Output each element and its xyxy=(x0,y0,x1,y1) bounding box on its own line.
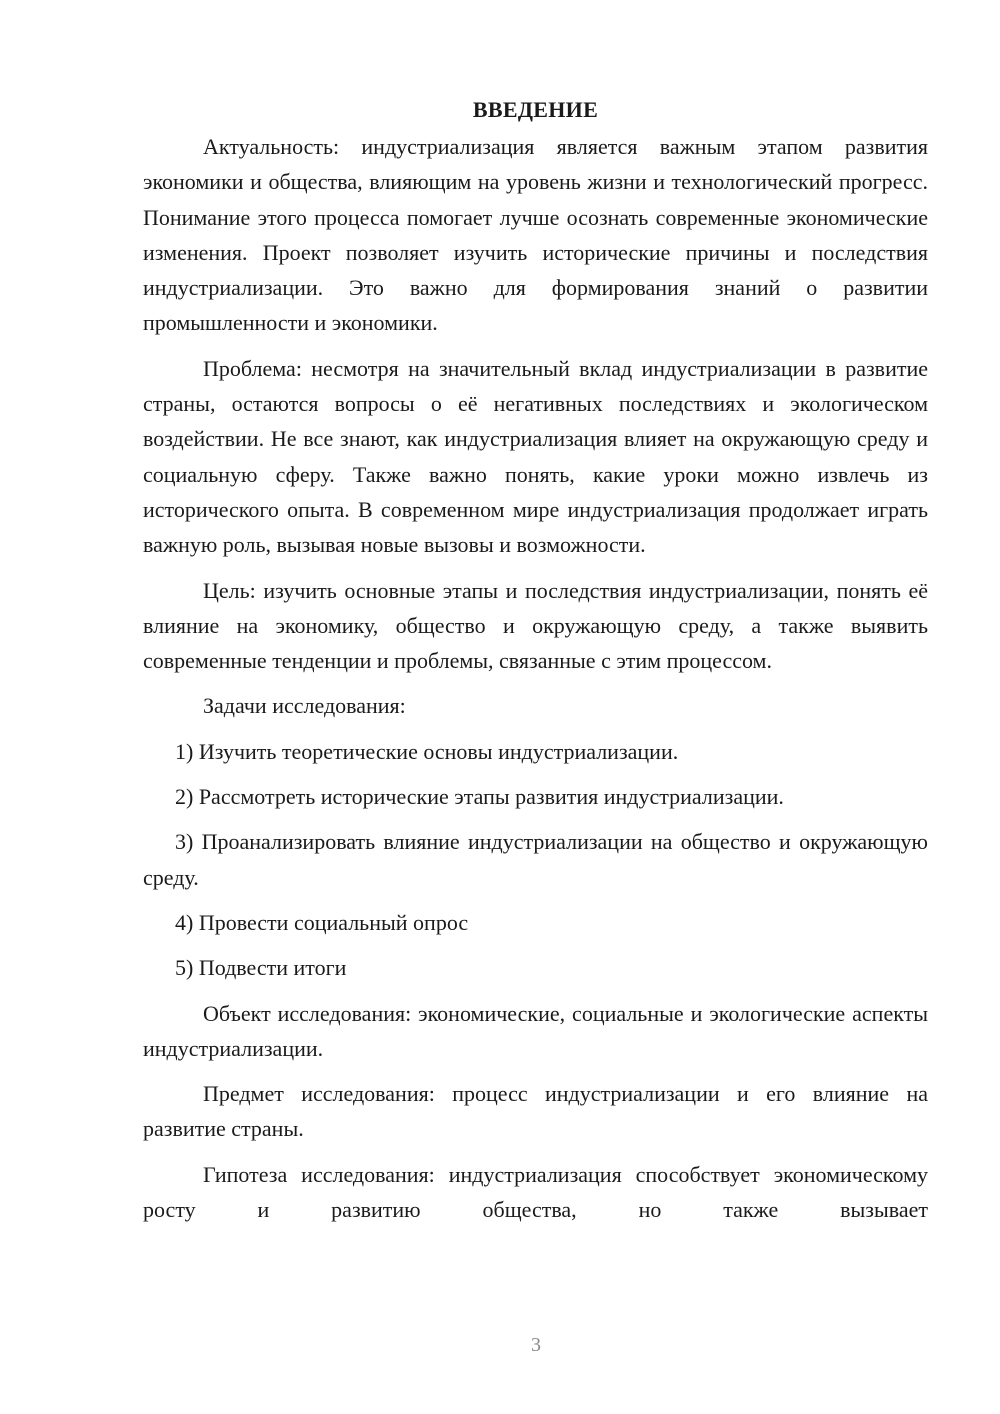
paragraph-hypothesis: Гипотеза исследования: индустриализация способствует экономическому росту и развитию общества, но также вызывает xyxy=(143,1161,928,1223)
paragraph-problem: Проблема: несмотря на значительный вклад индустриализации в развитие страны, остаются вопросы о её негативных последствиях и экологическом воздействии. Не все знают, как индустриализация влияет на окружающую среду и социальную сферу. Также важно понять, какие уроки можно извлечь из исторического опыта. В современном мире индустриализация продолжает играть важную роль, вызывая новые вызовы и возможности. xyxy=(143,355,928,558)
task-item: 4) Провести социальный опрос xyxy=(175,909,469,935)
task-item: 1) Изучить теоретические основы индустриализации. xyxy=(175,738,679,764)
page-number: 3 xyxy=(531,1334,541,1356)
task-item: 3) Проанализировать влияние индустриализации на общество и окружающую среду. xyxy=(143,829,928,890)
task-item: 5) Подвести итоги xyxy=(175,955,347,981)
paragraph-relevance: Актуальность: индустриализация является важным этапом развития экономики и общества, влияющим на уровень жизни и технологический прогресс. Понимание этого процесса помогает лучше осознать современные экономические изменения. Проект позволяет изучить исторические причины и последствия индустриализации. Это важно для формирования знаний о развитии промышленности и экономики. xyxy=(143,134,928,336)
paragraph-object: Объект исследования: экономические, социальные и экологические аспекты индустриализации. xyxy=(143,1000,928,1061)
paragraph-goal: Цель: изучить основные этапы и последствия индустриализации, понять её влияние на экономику, общество и окружающую среду, а также выявить современные тенденции и проблемы, связанные с этим процессом. xyxy=(143,577,928,674)
task-item: 2) Рассмотреть исторические этапы развития индустриализации. xyxy=(175,784,784,810)
section-heading: ВВЕДЕНИЕ xyxy=(472,97,599,122)
document-page xyxy=(143,95,928,1237)
paragraph-subject: Предмет исследования: процесс индустриализации и его влияние на развитие страны. xyxy=(143,1081,928,1142)
paragraph-tasks-heading: Задачи исследования: xyxy=(203,693,406,719)
